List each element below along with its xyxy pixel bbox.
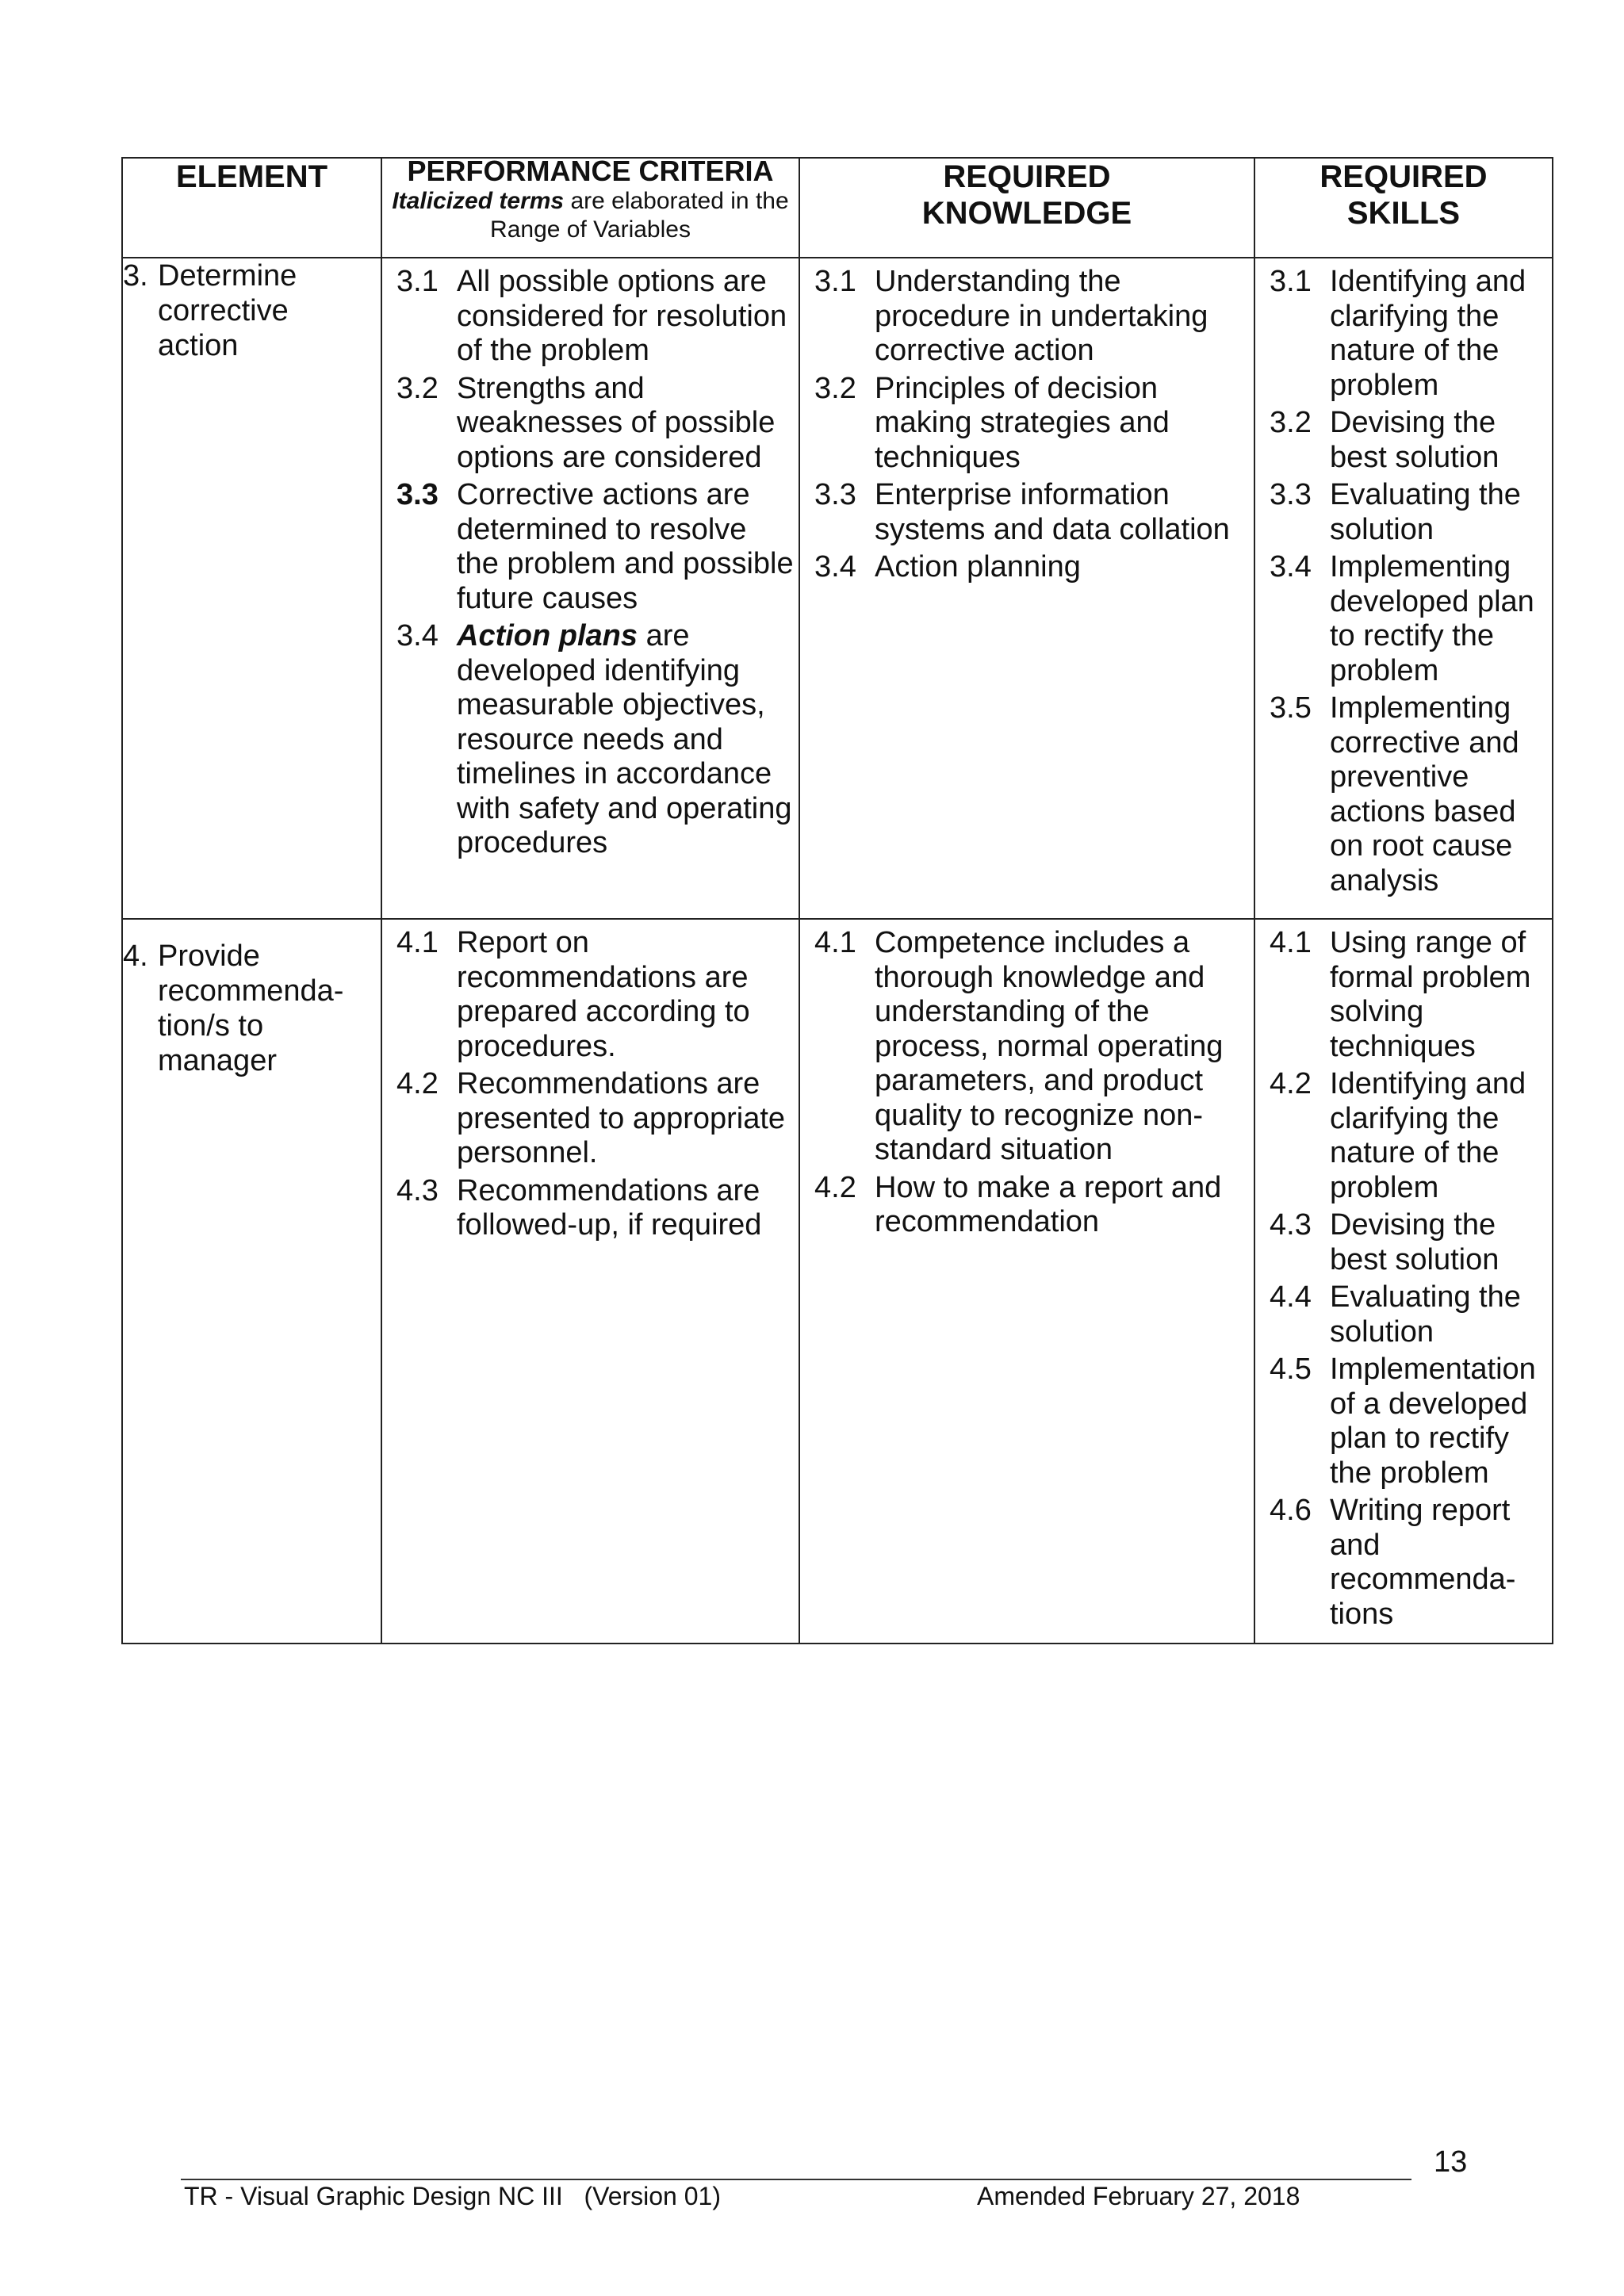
header-performance-criteria (381, 155, 799, 258)
skills-cell (1254, 919, 1553, 1644)
header-pc-title: PERFORMANCE CRITERIA (407, 155, 774, 187)
list-item: 4.2 Recommendations are presented to appropriate personnel. (396, 1067, 786, 1169)
list-item: 3.3 Enterprise information systems and data collation (814, 478, 1230, 546)
header-required-knowledge: REQUIRED KNOWLEDGE (799, 158, 1254, 258)
list-item: 4.4 Evaluating the solution (1270, 1280, 1521, 1349)
list-item: 3.3 Corrective actions are determined to resolve the problem and possible future causes (396, 478, 794, 615)
element-cell: 4. Provide recommenda-tion/s to manager (122, 919, 381, 1644)
competency-table (121, 157, 1553, 1644)
list-item: 4.3 Devising the best solution (1270, 1208, 1500, 1276)
page-number: 13 (1434, 2145, 1468, 2179)
list-item: 3.5 Implementing corrective and preventive actions based on root cause analysis (1270, 691, 1519, 897)
range-term: Action plans (457, 619, 638, 652)
list-item: 3.2 Strengths and weaknesses of possible options are considered (396, 371, 776, 474)
table-header-row (122, 158, 1553, 258)
list-item: 4.6 Writing report and recommenda-tions (1270, 1494, 1516, 1631)
list-item: 3.1 All possible options are considered for resolution of the problem (396, 265, 787, 367)
header-element: ELEMENT (122, 158, 381, 258)
list-item: 3.3 Evaluating the solution (1270, 478, 1521, 546)
element-cell: 3. Determine corrective action (122, 258, 381, 919)
list-item: 4.2 How to make a report and recommendation (814, 1170, 1222, 1238)
knowledge-cell (799, 258, 1254, 919)
list-item: 4.1 Report on recommendations are prepared according to procedures. (396, 926, 750, 1063)
footer-rule (181, 2179, 1411, 2180)
header-required-skills: REQUIRED SKILLS (1254, 158, 1553, 258)
criteria-cell (381, 919, 799, 1644)
list-item: 4.2 Identifying and clarifying the nature of the problem (1270, 1067, 1526, 1204)
criteria-cell (381, 258, 799, 919)
list-item: 3.4 Implementing developed plan to rectify the problem (1270, 550, 1534, 687)
list-item: 4.1 Competence includes a thorough knowledge and understanding of the process, normal operating parameters, and product quality to recognize non-standard situation (814, 926, 1224, 1166)
list-item: 3.2 Principles of decision making strategies and techniques (814, 371, 1170, 474)
list-item: 4.5 Implementation of a developed plan to rectify the problem (1270, 1353, 1536, 1490)
knowledge-cell (799, 919, 1254, 1644)
footer-amended-date: Amended February 27, 2018 (977, 2182, 1300, 2210)
list-item: 3.1 Identifying and clarifying the nature of the problem (1270, 265, 1526, 402)
list-item: 3.2 Devising the best solution (1270, 406, 1500, 474)
table-row (122, 258, 1553, 919)
list-item: 3.1 Understanding the procedure in undertaking corrective action (814, 265, 1208, 367)
list-item: 3.4 Action planning (814, 550, 1081, 584)
footer-document-title: TR - Visual Graphic Design NC III (Version 01) (184, 2182, 721, 2210)
table-row (122, 919, 1553, 1644)
list-item: 4.3 Recommendations are followed-up, if required (396, 1173, 762, 1242)
header-pc-note: Italicized terms are elaborated in the Range of Variables (392, 188, 789, 243)
list-item: 4.1 Using range of formal problem solving techniques (1270, 926, 1531, 1063)
skills-cell (1254, 258, 1553, 919)
list-item: 3.4 Action plans are developed identifying measurable objectives, resource needs and timelines in accordance with safety and operating procedures (396, 619, 792, 859)
